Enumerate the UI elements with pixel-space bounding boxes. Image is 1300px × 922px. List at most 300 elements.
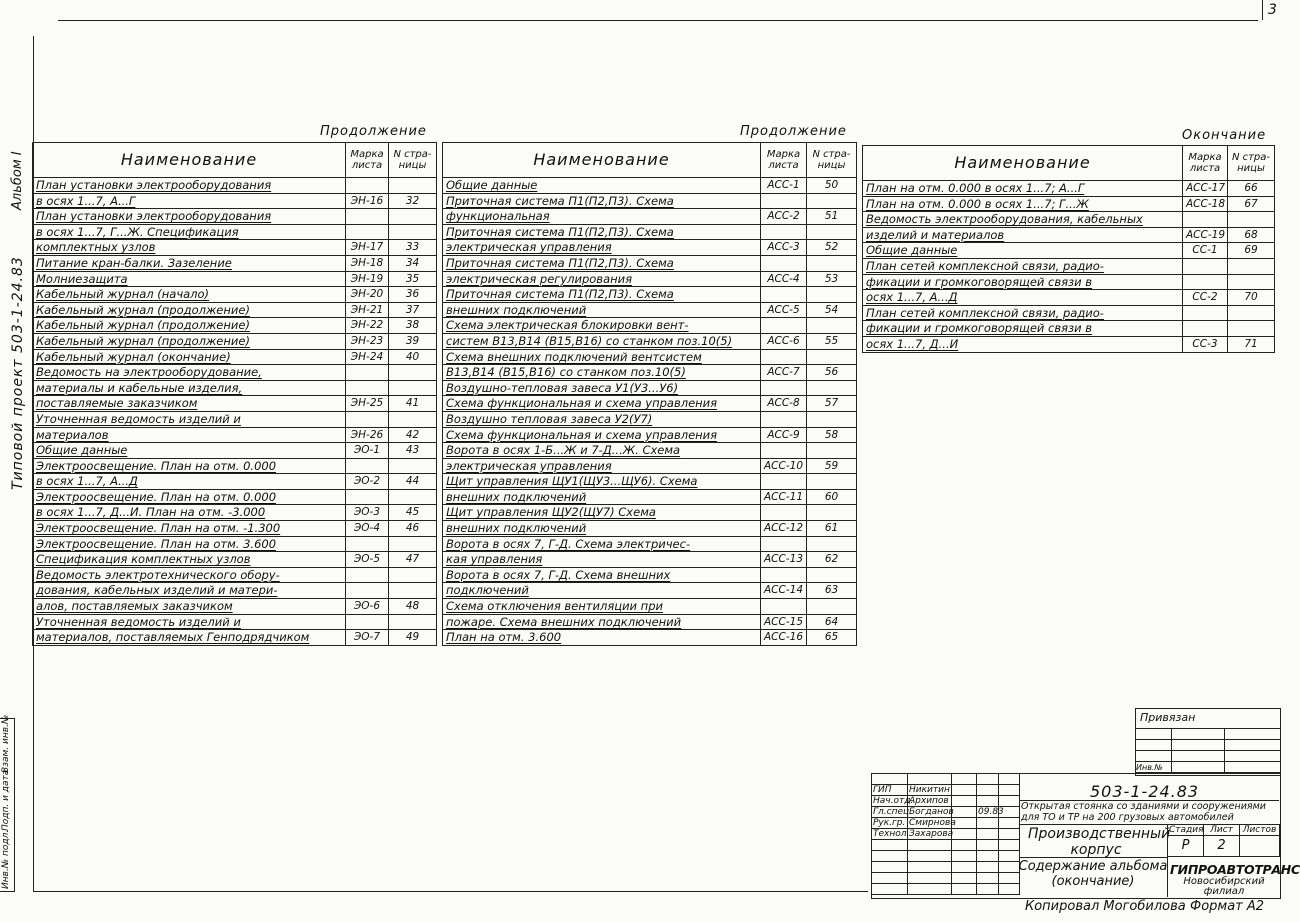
row-page [389,489,437,505]
table-row [33,489,437,505]
left-strip [0,714,15,892]
row-name: Схема отключения вентиляции при [443,599,761,615]
row-page: 36 [389,287,437,303]
row-mark: АСС-6 [761,333,807,349]
table-row [863,274,1275,290]
row-mark [346,411,389,427]
table-row [33,474,437,490]
row-name: дования, кабельных изделий и матери- [33,583,346,599]
row-page: 67 [1228,196,1275,212]
signatures-grid [871,773,1020,895]
table-row [443,178,857,194]
side-project-label: Типовой проект 503-1-24.83 [10,256,26,490]
table-row [33,567,437,583]
table-row [443,333,857,349]
person-3: Богданов [909,807,954,817]
row-name: Щит управления ЩУ2(ЩУ7) Схема [443,505,761,521]
binding-grid [1135,728,1281,773]
row-name: в осях 1...7, Г...Ж. Спецификация [33,224,346,240]
table-row [443,474,857,490]
row-page: 71 [1228,336,1275,352]
row-mark [761,411,807,427]
table-row [443,583,857,599]
copied-by: Копировал Могобилова [1025,899,1186,914]
table-row [33,255,437,271]
col-header-name: Наименование [863,146,1183,181]
row-mark: АСС-1 [761,178,807,194]
col-header-mark: Марка листа [1183,146,1228,181]
table-row [443,489,857,505]
row-page [807,287,857,303]
table-row [443,271,857,287]
table-row [33,396,437,412]
row-page: 33 [389,240,437,256]
row-page: 64 [807,614,857,630]
table-row [443,443,857,459]
table-row [33,599,437,615]
table-row [33,302,437,318]
row-name: внешних подключений [443,521,761,537]
row-mark [346,178,389,194]
row-mark [1183,212,1228,228]
table-row [443,552,857,568]
row-mark [761,474,807,490]
role-1: ГИП [872,785,908,796]
table-row [443,396,857,412]
row-page [807,255,857,271]
row-page: 56 [807,365,857,381]
row-page [807,411,857,427]
row-name: электрическая регулирования [443,271,761,287]
row-page [807,599,857,615]
row-page [807,505,857,521]
row-mark [761,224,807,240]
table-row [863,258,1275,274]
col-header-page: N стра-ницы [807,143,857,178]
row-page: 46 [389,521,437,537]
row-name: Приточная система П1(П2,П3). Схема [443,224,761,240]
row-page: 55 [807,333,857,349]
table-row [33,630,437,646]
row-page: 40 [389,349,437,365]
sheet-value: 2 [1204,836,1240,857]
row-mark: ЭН-22 [346,318,389,334]
row-name: Питание кран-балки. Зазеление [33,255,346,271]
row-name: Ведомость электротехнического обору- [33,567,346,583]
row-name: Электроосвещение. План на отм. 3.600 [33,536,346,552]
row-page [807,193,857,209]
row-name: внешних подключений [443,489,761,505]
row-mark [1183,305,1228,321]
row-name: План на отм. 0.000 в осях 1...7; А...Г [863,181,1183,197]
row-page [807,224,857,240]
sheets-label: Листов [1240,825,1280,836]
row-mark: ЭН-25 [346,396,389,412]
row-name: фикации и громкоговорящей связи в [863,274,1183,290]
row-page: 65 [807,630,857,646]
row-mark: АСС-11 [761,489,807,505]
row-name: поставляемые заказчиком [33,396,346,412]
row-name: материалов [33,427,346,443]
stamp-building: Производственный корпус [1028,826,1171,858]
table-row [443,302,857,318]
table-row [443,255,857,271]
table-row [33,380,437,396]
table-row [443,193,857,209]
row-page [1228,212,1275,228]
row-mark: АСС-10 [761,458,807,474]
table-row [443,536,857,552]
bottom-frame-line [33,891,868,892]
table-row [33,287,437,303]
row-mark: СС-1 [1183,243,1228,259]
row-page [389,209,437,225]
table-row [33,349,437,365]
stamp-date: 09.83 [978,807,1004,817]
row-name: Электроосвещение. План на отм. 0.000 [33,458,346,474]
table-row [443,411,857,427]
stage-grid [1167,824,1280,857]
row-page: 38 [389,318,437,334]
row-mark: АСС-4 [761,271,807,287]
binding-title: Привязан [1140,711,1196,724]
table-row [443,630,857,646]
row-mark [346,458,389,474]
row-name: материалы и кабельные изделия, [33,380,346,396]
row-mark: АСС-14 [761,583,807,599]
row-name: План на отм. 3.600 [443,630,761,646]
row-name: Схема функциональная и схема управления [443,396,761,412]
table-row [863,212,1275,228]
row-name: в осях 1...7, А...Д [33,474,346,490]
table-row [443,240,857,256]
stage-label: Стадия [1169,825,1204,835]
sheet-label: Лист [1204,825,1240,836]
row-mark [346,536,389,552]
table-row [863,290,1275,306]
side-album-label: Альбом I [10,151,25,210]
person-2: Архипов [908,796,952,807]
row-name: кая управления [443,552,761,568]
table-row [33,458,437,474]
strip-label-sign: Подп. и дата [1,769,11,831]
row-name: Ведомость электрооборудования, кабельных [863,212,1183,228]
row-page [389,458,437,474]
row-name: пожаре. Схема внешних подключений [443,614,761,630]
row-mark [761,599,807,615]
table-row [33,224,437,240]
row-mark: АСС-3 [761,240,807,256]
table-row [33,271,437,287]
table-row [33,427,437,443]
row-mark: АСС-9 [761,427,807,443]
table-row [33,521,437,537]
row-page: 70 [1228,290,1275,306]
row-page [389,583,437,599]
row-name: Кабельный журнал (продолжение) [33,318,346,334]
row-mark: АСС-19 [1183,227,1228,243]
row-mark: ЭН-20 [346,287,389,303]
row-name: Общие данные [443,178,761,194]
row-page: 59 [807,458,857,474]
row-mark: АСС-18 [1183,196,1228,212]
stamp-object: Открытая стоянка со зданиями и сооружениями для ТО и ТР на 200 грузовых автомобилей [1021,801,1266,823]
row-name: систем В13,В14 (В15,В16) со станком поз.10(5) [443,333,761,349]
row-name: Ворота в осях 7, Г-Д. Схема электричес- [443,536,761,552]
table-row [33,443,437,459]
row-mark: ЭН-26 [346,427,389,443]
row-mark [346,380,389,396]
row-page: 39 [389,333,437,349]
table-row [443,567,857,583]
row-mark [346,209,389,225]
table-row [33,333,437,349]
row-name: внешних подключений [443,302,761,318]
row-name: План установки электрооборудования [33,209,346,225]
role-5: Технол. [873,829,910,839]
row-mark: ЭН-24 [346,349,389,365]
row-page [807,443,857,459]
table-row [443,380,857,396]
row-mark: АСС-5 [761,302,807,318]
row-mark: ЭО-1 [346,443,389,459]
row-page [807,318,857,334]
row-mark: АСС-16 [761,630,807,646]
table-row [863,243,1275,259]
row-mark [761,380,807,396]
row-mark [761,505,807,521]
row-name: Схема функциональная и схема управления [443,427,761,443]
col-header-page: N стра-ницы [389,143,437,178]
row-name: План сетей комплексной связи, радио- [863,258,1183,274]
table1-caption: Продолжение [320,124,427,139]
contents-table-3 [862,145,1275,353]
row-name: Воздушно тепловая завеса У2(У7) [443,411,761,427]
row-name: Электроосвещение. План на отм. 0.000 [33,489,346,505]
row-name: Кабельный журнал (начало) [33,287,346,303]
row-page [389,614,437,630]
row-page: 52 [807,240,857,256]
row-name: Молниезащита [33,271,346,287]
table-row [443,505,857,521]
table-row [33,505,437,521]
row-page [389,411,437,427]
row-page: 51 [807,209,857,225]
row-mark: ЭН-16 [346,193,389,209]
table-row [33,240,437,256]
row-page: 45 [389,505,437,521]
table-row [863,305,1275,321]
row-mark: АСС-17 [1183,181,1228,197]
col-header-name: Наименование [443,143,761,178]
row-page [389,380,437,396]
row-page: 43 [389,443,437,459]
table-row [443,458,857,474]
row-mark: ЭО-5 [346,552,389,568]
col-header-mark: Марка листа [761,143,807,178]
row-page: 50 [807,178,857,194]
role-4: Рук.гр. [872,818,908,829]
row-name: План установки электрооборудования [33,178,346,194]
row-page: 62 [807,552,857,568]
row-mark [761,255,807,271]
binding-inv: Инв.№ [1136,762,1172,773]
row-mark: ЭН-23 [346,333,389,349]
row-mark: СС-2 [1183,290,1228,306]
row-page: 60 [807,489,857,505]
table-row [33,583,437,599]
top-frame-line [58,20,1258,21]
row-mark: АСС-15 [761,614,807,630]
row-mark [346,365,389,381]
row-page [807,349,857,365]
row-page: 34 [389,255,437,271]
row-name: комплектных узлов [33,240,346,256]
row-page: 35 [389,271,437,287]
table-row [33,536,437,552]
row-page: 66 [1228,181,1275,197]
row-page: 69 [1228,243,1275,259]
table-row [33,209,437,225]
col-header-page: N стра-ницы [1228,146,1275,181]
strip-label-replace: Взам. инв.№ [1,714,11,773]
row-mark [346,614,389,630]
row-page: 37 [389,302,437,318]
table-row [863,336,1275,352]
table3-caption: Окончание [1182,128,1267,143]
sheet-format: Формат А2 [1190,899,1265,914]
row-page: 53 [807,271,857,287]
row-name: алов, поставляемых заказчиком [33,599,346,615]
table-row [863,321,1275,337]
person-5: Захарова [909,829,954,839]
row-name: Электроосвещение. План на отм. -1.300 [33,521,346,537]
table-row [863,196,1275,212]
row-page: 57 [807,396,857,412]
row-page: 49 [389,630,437,646]
row-name: Уточненная ведомость изделий и [33,411,346,427]
row-mark: ЭО-4 [346,521,389,537]
row-mark [1183,274,1228,290]
row-page [807,380,857,396]
table-row [443,427,857,443]
table-row [33,178,437,194]
row-name: Общие данные [33,443,346,459]
person-1: Никитин [909,785,950,795]
row-name: План сетей комплексной связи, радио- [863,305,1183,321]
row-page [1228,258,1275,274]
contents-table-1 [32,142,437,646]
row-name: Приточная система П1(П2,П3). Схема [443,255,761,271]
row-name: Уточненная ведомость изделий и [33,614,346,630]
strip-label-inv: Инв.№ подл. [1,829,11,889]
row-page [1228,305,1275,321]
row-name: Кабельный журнал (продолжение) [33,302,346,318]
row-mark [346,567,389,583]
role-3: Гл.спец. [873,807,912,817]
row-mark: СС-3 [1183,336,1228,352]
table-row [443,349,857,365]
stage-value: Р [1168,836,1204,857]
row-page [807,474,857,490]
row-name: Ведомость на электрооборудование, [33,365,346,381]
row-mark [761,349,807,365]
row-page: 63 [807,583,857,599]
row-mark [346,583,389,599]
row-page: 54 [807,302,857,318]
row-name: осях 1...7, А...Д [863,290,1183,306]
row-name: Схема электрическая блокировки вент- [443,318,761,334]
row-page [389,365,437,381]
row-name: Кабельный журнал (окончание) [33,349,346,365]
table-row [33,318,437,334]
role-2: Нач.отд. [873,796,914,806]
row-page: 58 [807,427,857,443]
person-4: Смирнова [909,818,956,828]
table-row [33,614,437,630]
row-name: Щит управления ЩУ1(ЩУ3...ЩУ6). Схема [443,474,761,490]
table-row [863,181,1275,197]
row-mark: ЭН-17 [346,240,389,256]
row-page: 44 [389,474,437,490]
table-row [443,521,857,537]
row-mark [761,443,807,459]
page-number: 3 [1268,2,1277,18]
stamp-sheet-title: Содержание альбома (окончание) [1018,859,1168,889]
col-header-mark: Марка листа [346,143,389,178]
row-name: электрическая управления [443,240,761,256]
row-page [389,224,437,240]
row-name: электрическая управления [443,458,761,474]
row-page [1228,274,1275,290]
stamp-line-3 [1019,857,1167,858]
table-row [33,193,437,209]
row-name: Приточная система П1(П2,П3). Схема [443,193,761,209]
table-row [443,599,857,615]
row-name: подключений [443,583,761,599]
row-mark: АСС-7 [761,365,807,381]
page-number-divider [1262,0,1263,20]
row-mark: АСС-2 [761,209,807,225]
row-name: материалов, поставляемых Генподрядчиком [33,630,346,646]
table-row [863,227,1275,243]
row-mark: ЭН-19 [346,271,389,287]
row-name: Общие данные [863,243,1183,259]
row-mark [1183,258,1228,274]
table-row [443,224,857,240]
row-mark [761,193,807,209]
row-page: 48 [389,599,437,615]
table-row [443,209,857,225]
row-name: в осях 1...7, Д...И. План на отм. -3.000 [33,505,346,521]
row-page: 61 [807,521,857,537]
row-name: Кабельный журнал (продолжение) [33,333,346,349]
row-mark [761,318,807,334]
row-page: 32 [389,193,437,209]
row-mark [346,489,389,505]
row-mark [761,567,807,583]
org-name: ГИПРОАВТОТРАНС [1170,862,1300,877]
table-row [443,287,857,303]
row-name: функциональная [443,209,761,225]
row-name: Воздушно-тепловая завеса У1(У3...У6) [443,380,761,396]
row-mark: ЭН-21 [346,302,389,318]
row-mark: АСС-8 [761,396,807,412]
row-name: Приточная система П1(П2,П3). Схема [443,287,761,303]
row-mark [761,536,807,552]
row-name: План на отм. 0.000 в осях 1...7; Г...Ж [863,196,1183,212]
row-mark: ЭО-7 [346,630,389,646]
